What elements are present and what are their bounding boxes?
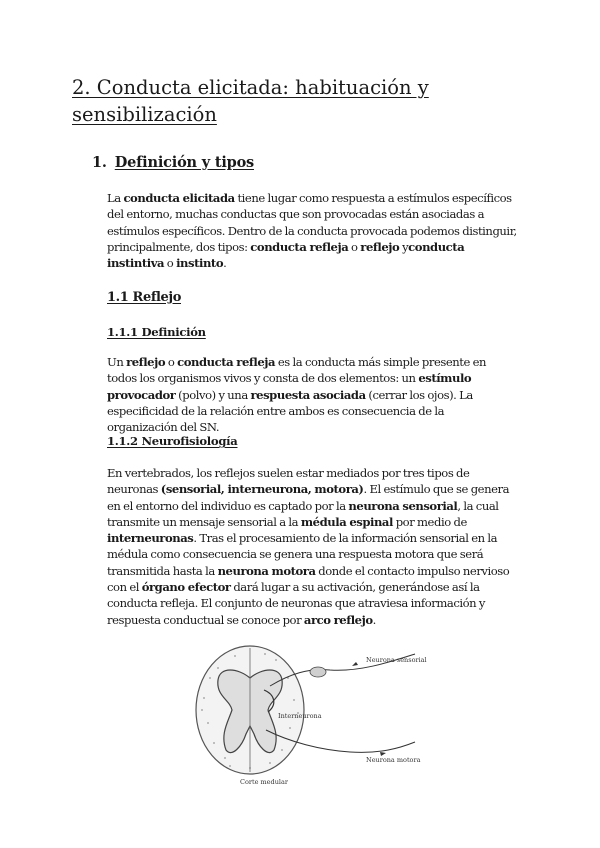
section-heading [92, 154, 254, 171]
definition-paragraph: Un reflejo o conducta refleja es la conducta más simple presente en todos los organismos vivos y consta de dos elementos: un estímulo provocador (polvo) y una respuesta asociada (cerrar los ojos). La especificidad de la relación entre ambos es consecuencia de la organización del SN. [107, 355, 487, 435]
sensory-arrow [352, 662, 358, 666]
intro-paragraph: La conducta elicitada tiene lugar como respuesta a estímulos específicos del entorno, muchas conductas que son provocadas están asociadas a estímulos específicos. Dentro de la conducta provocada podemos distinguir, principalmente, dos tipos: conducta refleja o reflejo yconducta instintiva o instinto. [107, 191, 517, 271]
subsubsection-heading-definicion: 1.1.1 Definición [107, 325, 206, 339]
label-spinal-section: Corte medular [240, 778, 288, 786]
dorsal-root-ganglion [310, 667, 326, 677]
neurophysiology-paragraph: En vertebrados, los reflejos suelen estar mediados por tres tipos de neuronas (sensorial, interneurona, motora). El estímulo que se genera en el entorno del individuo es captado por la neurona sensorial, la cual transmite un mensaje sensorial a la médula espinal por medio de interneuronas. Tras el procesamiento de la información sensorial en la médula como consecuencia se genera una respuesta motora que será transmitida hasta la neurona motora donde el contacto impulso nervioso con el órgano efector dará lugar a su activación, generándose así la conducta refleja. El conjunto de neuronas que atraviesa información y respuesta conductual se conoce por arco reflejo. [107, 466, 510, 627]
chapter-title: 2. Conducta elicitada: habituación y sensibilización [72, 76, 429, 126]
label-motor-neuron: Neurona motora [366, 756, 421, 764]
section-number: 1. [92, 154, 107, 171]
subsection-heading-reflejo: 1.1 Reflejo [107, 290, 181, 305]
spinal-cord-diagram [190, 638, 427, 788]
label-sensory-neuron: Neurona sensorial [366, 656, 427, 664]
reflex-arc-figure [190, 638, 427, 788]
subsubsection-heading-neurofisiologia: 1.1.2 Neurofisiología [107, 434, 238, 448]
section-title: Definición y tipos [114, 154, 254, 171]
label-interneuron: Interneurona [278, 712, 322, 720]
